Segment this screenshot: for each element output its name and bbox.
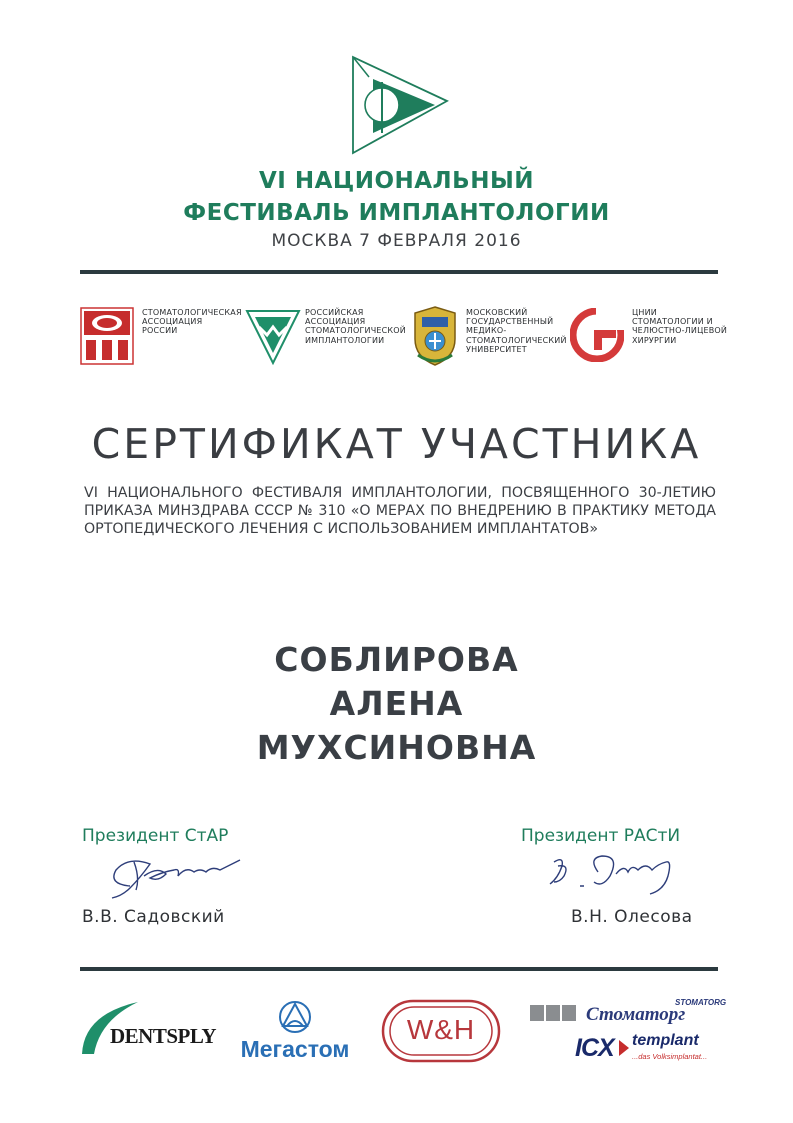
stomatorg-wordmark: Стоматорг xyxy=(586,1004,686,1025)
org-star-line1: СТОМАТОЛОГИЧЕСКАЯ xyxy=(142,308,242,317)
org-star-line3: РОССИИ xyxy=(142,326,178,336)
org-mgmsu-line1: МОСКОВСКИЙ xyxy=(466,308,528,317)
festival-logo-icon xyxy=(335,55,455,155)
org-cnii-line3: ЧЕЛЮСТНО-ЛИЦЕВОЙ xyxy=(632,326,728,336)
sponsor-stomatorg xyxy=(530,998,730,1028)
templant-wordmark: templant xyxy=(632,1032,699,1049)
tooth-icon xyxy=(530,1005,544,1021)
bottom-divider xyxy=(80,967,718,971)
recipient-last-name: СОБЛИРОВА xyxy=(274,640,519,679)
megastom-wordmark: Мегастом xyxy=(240,1036,350,1062)
org-cnii xyxy=(570,308,727,362)
sponsor-icx-templant xyxy=(575,1032,730,1064)
org-mgmsu-line4: СТОМАТОЛОГИЧЕСКИЙ xyxy=(466,335,567,345)
left-signatory-name: В.В. Садовский xyxy=(82,907,225,927)
stomatorg-small-label: STOMATORG xyxy=(675,998,727,1007)
templant-tagline: ...das Volksimplantat... xyxy=(632,1052,708,1061)
recipient-first-name: АЛЕНА xyxy=(329,684,464,723)
org-mgmsu xyxy=(410,305,567,367)
stomatorg-icons xyxy=(530,1005,576,1021)
left-signature-icon xyxy=(100,848,250,903)
top-divider xyxy=(80,270,718,274)
org-rasti xyxy=(245,307,406,365)
org-star-line2: АССОЦИАЦИЯ xyxy=(142,317,203,327)
org-mgmsu-line3: МЕДИКО- xyxy=(466,326,507,336)
certificate-description: VI НАЦИОНАЛЬНОГО ФЕСТИВАЛЯ ИМПЛАНТОЛОГИИ, ПОСВЯЩЕННОГО 30-ЛЕТИЮ ПРИКАЗА МИНЗДРАВА СССР № 310 «О МЕРАХ ПО ВНЕДРЕНИЮ В ПРАКТИКУ МЕТОДА ОРТОПЕДИЧЕСКОГО ЛЕЧЕНИЯ С ИСПОЛЬЗОВАНИЕМ ИМПЛАНТАТОВ» xyxy=(84,485,716,537)
org-rasti-line1: РОССИЙСКАЯ xyxy=(305,308,364,317)
festival-title xyxy=(0,165,793,229)
sponsor-megastom xyxy=(230,1000,360,1065)
icx-wordmark: ICX xyxy=(575,1034,614,1062)
dentsply-wordmark: DENTSPLY xyxy=(110,1024,217,1048)
right-signatory-name: В.Н. Олесова xyxy=(571,907,693,927)
right-signatory-role: Президент РАСтИ xyxy=(521,826,681,846)
crown-icon xyxy=(562,1005,576,1021)
org-rasti-line4: ИМПЛАНТОЛОГИИ xyxy=(305,335,385,345)
left-signatory-role: Президент СтАР xyxy=(82,826,229,846)
recipient-patronymic: МУХСИНОВНА xyxy=(256,728,537,767)
festival-place-date: МОСКВА 7 ФЕВРАЛЯ 2016 xyxy=(271,231,522,251)
org-rasti-line2: АССОЦИАЦИЯ xyxy=(305,317,366,327)
org-star xyxy=(80,307,242,365)
wh-wordmark: W&H xyxy=(406,1014,476,1045)
org-mgmsu-line5: УНИВЕРСИТЕТ xyxy=(466,344,527,354)
drill-icon xyxy=(546,1005,560,1021)
org-mgmsu-line2: ГОСУДАРСТВЕННЫЙ xyxy=(466,317,554,327)
org-cnii-line1: ЦНИИ xyxy=(632,308,657,317)
right-signature-icon xyxy=(540,842,690,902)
sponsor-dentsply xyxy=(80,1000,220,1055)
org-cnii-line4: ХИРУРГИИ xyxy=(632,335,677,345)
certificate-title: СЕРТИФИКАТ УЧАСТНИКА xyxy=(91,420,702,468)
cnii-logo-icon xyxy=(570,308,624,362)
star-logo-icon xyxy=(80,307,134,365)
megastom-logo-icon xyxy=(277,1000,313,1034)
org-rasti-line3: СТОМАТОЛОГИЧЕСКОЙ xyxy=(305,326,406,336)
rasti-logo-icon xyxy=(245,307,301,365)
org-cnii-line2: СТОМАТОЛОГИИ И xyxy=(632,317,713,327)
festival-title-line1: VI НАЦИОНАЛЬНЫЙ xyxy=(258,168,535,194)
mgmsu-emblem-icon xyxy=(410,305,460,367)
sponsor-wh xyxy=(380,998,502,1064)
icx-arrow-icon xyxy=(619,1040,629,1056)
recipient-name xyxy=(0,638,793,770)
festival-title-line2: ФЕСТИВАЛЬ ИМПЛАНТОЛОГИИ xyxy=(183,200,610,226)
